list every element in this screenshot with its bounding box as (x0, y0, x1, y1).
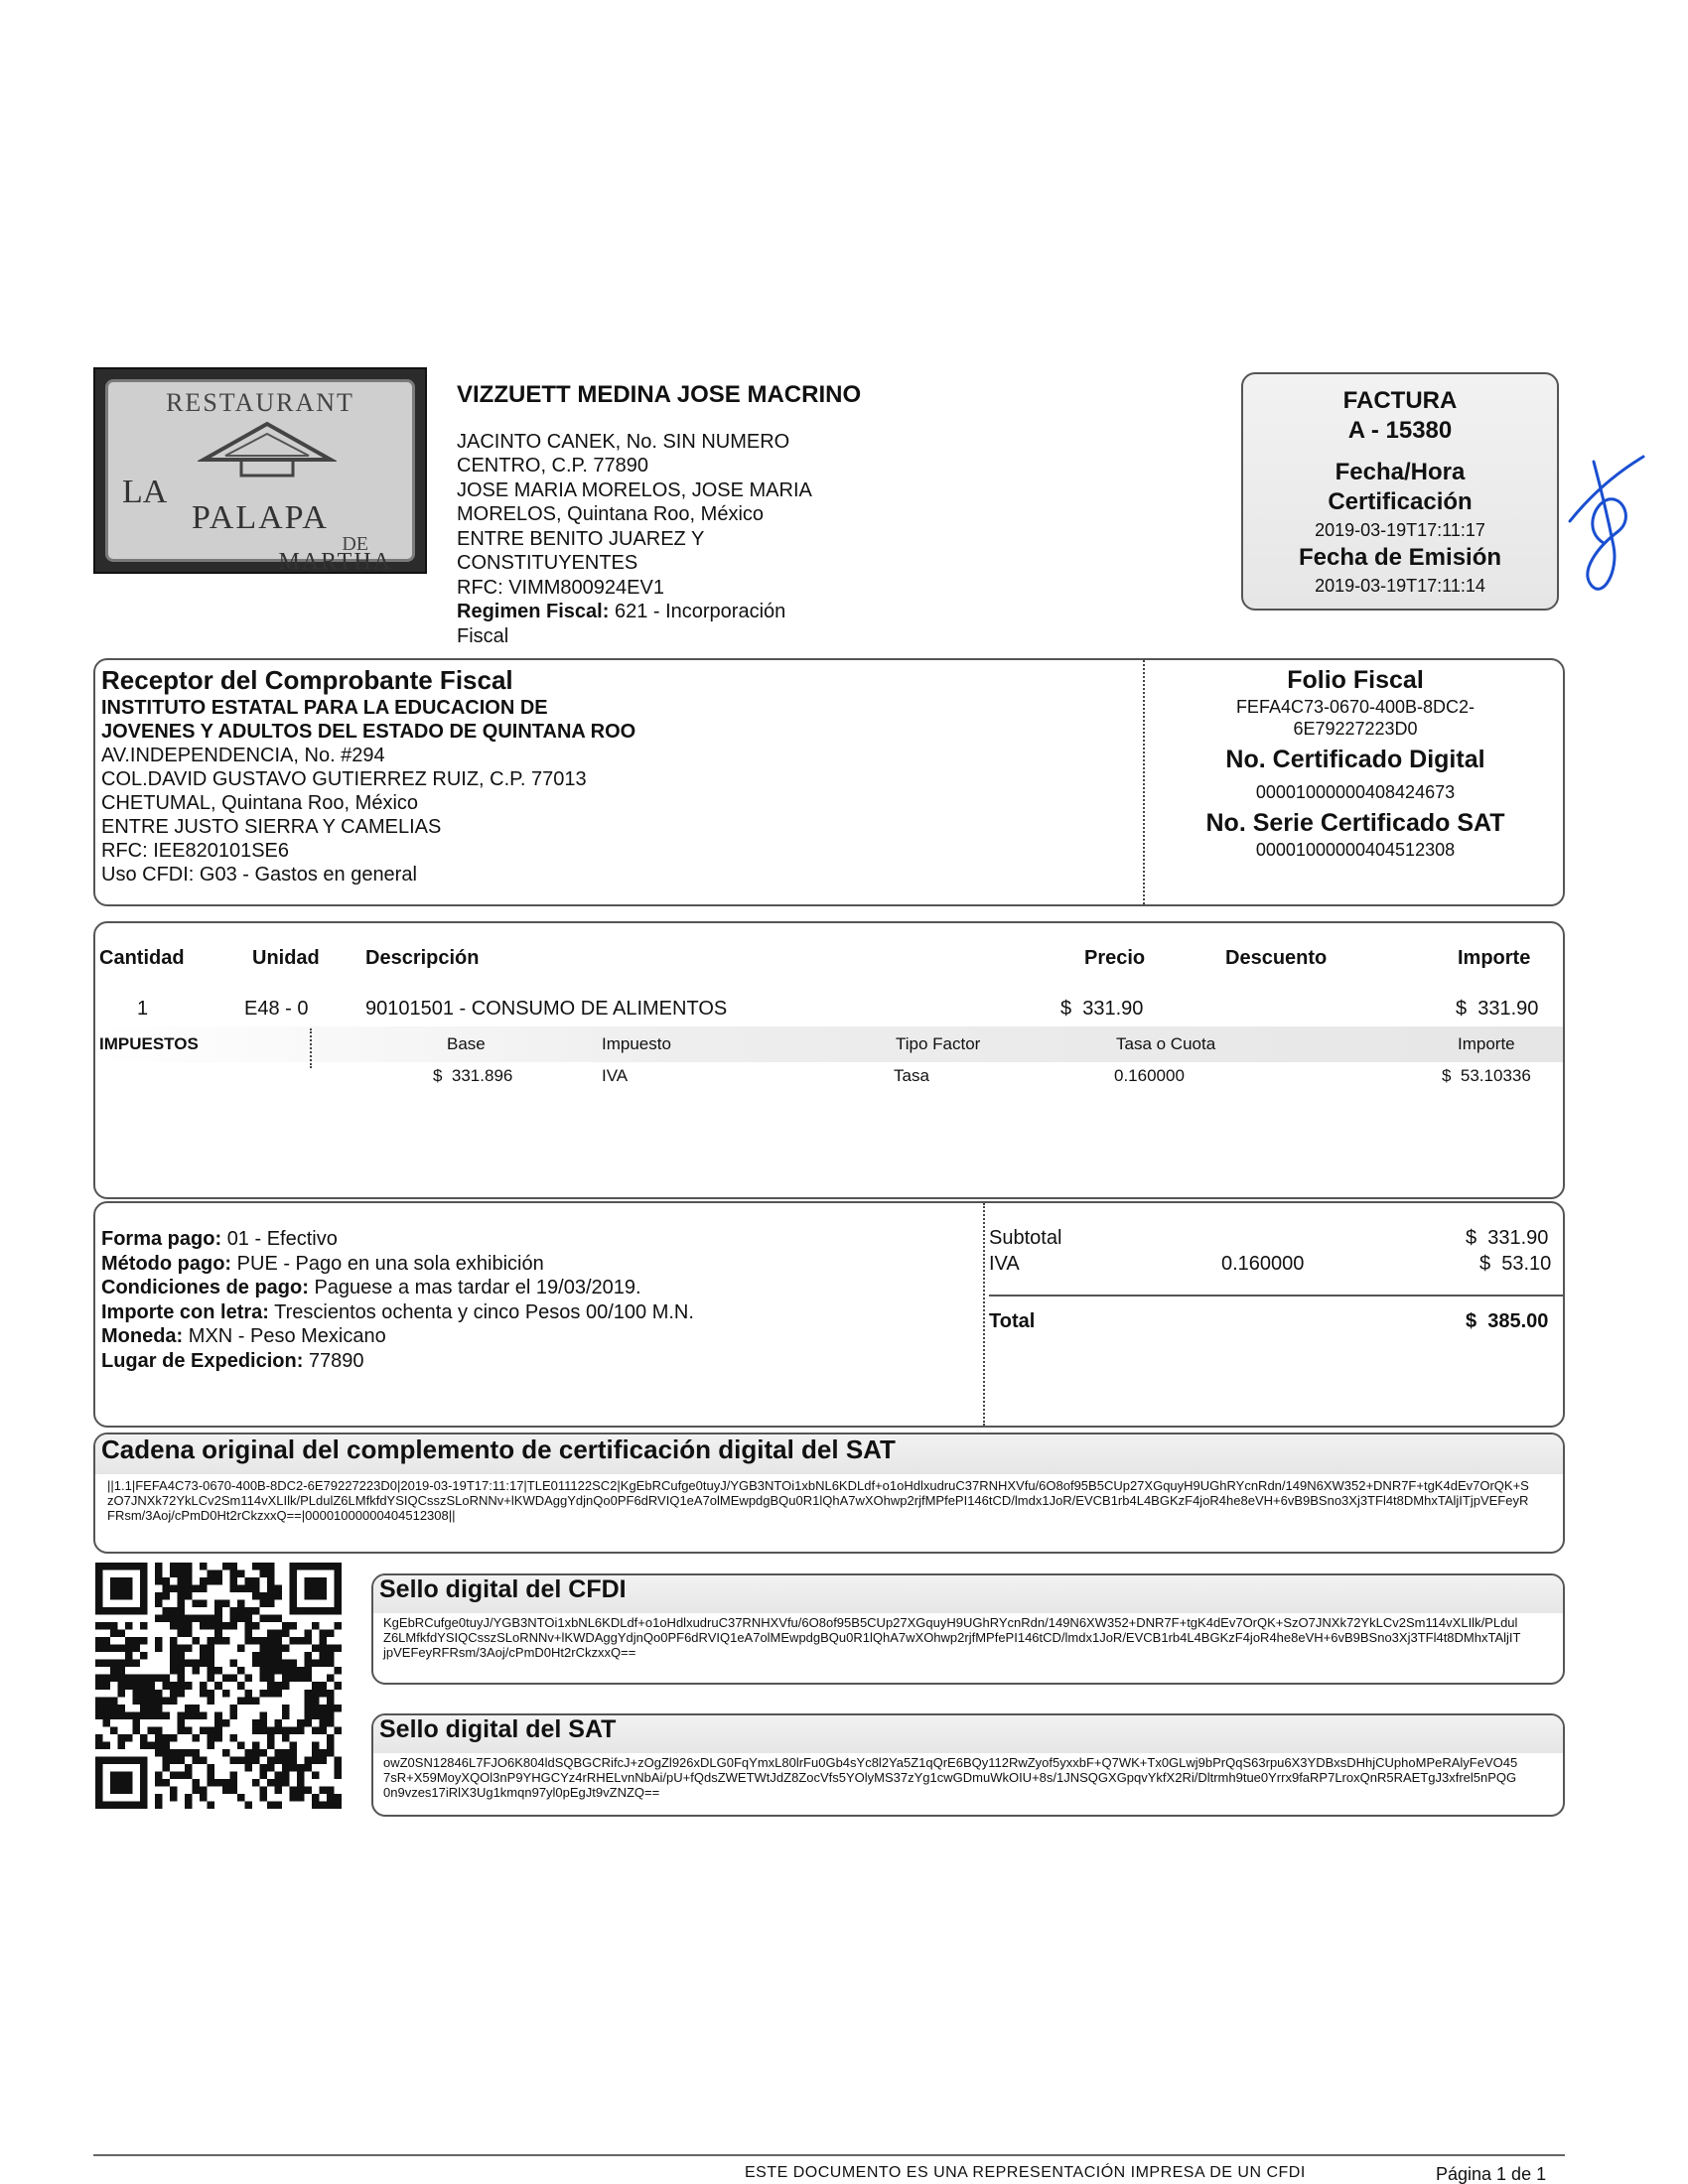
receptor-rfc: RFC: IEE820101SE6 (101, 840, 289, 862)
imp-col-tasa: Tasa o Cuota (1116, 1034, 1216, 1053)
logo-text-palapa: PALAPA (191, 499, 329, 536)
emision-label: Fecha de Emisión (1298, 544, 1502, 571)
imp-tasa-value: 0.160000 (1114, 1066, 1185, 1085)
cadena-original-box (93, 1433, 1565, 1554)
col-descuento: Descuento (1225, 947, 1328, 969)
moneda: Moneda: MXN - Peso Mexicano (101, 1325, 386, 1347)
iva-label: IVA (989, 1253, 1020, 1275)
footer-divider (93, 2154, 1565, 2156)
imp-col-importe: Importe (1458, 1034, 1515, 1053)
receptor-title: Receptor del Comprobante Fiscal (101, 665, 513, 695)
lugar-expedicion: Lugar de Expedicion: 77890 (101, 1349, 364, 1372)
factura-box (1241, 372, 1559, 611)
cadena-text: ||1.1|FEFA4C73-0670-400B-8DC2-6E79227223D0|2019-03-19T17:11:17|TLE011122SC2|KgEbRCufge0tuyJ/YGB3NTOi1xbNL6KDLdf+o1oHdlxudruC37RNHXVfu/6O8of95B5CUp27XGquyH9UGhRYcnRdn/149N6XW352+DNR7F+tgK4dEv7OrQK+SzO7JNXk72YkLCv2Sm114vXLIlk/PLdulZ6LMfkfdYSIQCsszSLoRNNv+lKWDAggYdjnQo0PF6dRVIQ1eA7olMEwpdgBQu0R1lQhA7wXOhwp2rjfMPfePI146tCD/lmdx1JoR/EVCB1rb4L4BGKzF4joR4he8eVH+6vB9BSno3Xj3TFl4t8DMhxTAljITjpVEFeyRFRsm/3Aoj/cPmD0Ht2rCkzxxQ==|00001000000404512308|| (107, 1478, 1529, 1523)
row-importe: $ 331.90 (1456, 998, 1539, 1020)
row-precio: $ 331.90 (1060, 998, 1144, 1020)
folio-fiscal-label: Folio Fiscal (1287, 666, 1424, 694)
cert-digital-value: 00001000000408424673 (1255, 782, 1456, 802)
subtotal-label: Subtotal (989, 1227, 1062, 1249)
condiciones-pago: Condiciones de pago: Paguese a mas tardar el 19/03/2019. (101, 1277, 641, 1298)
emitter-regimen (457, 600, 894, 624)
emitter-address-line: JOSE MARIA MORELOS, JOSE MARIA (457, 478, 812, 501)
sello-cfdi-title: Sello digital del CFDI (379, 1575, 627, 1603)
imp-col-tipo: Tipo Factor (896, 1034, 981, 1053)
col-importe: Importe (1458, 947, 1531, 969)
cert-label-2: Certificación (1328, 488, 1473, 515)
imp-base-value: $ 331.896 (433, 1066, 513, 1085)
regimen-label: Regimen Fiscal: (457, 601, 610, 622)
sello-sat-box (371, 1713, 1565, 1817)
company-logo (93, 367, 427, 574)
folio-fiscal-value-continued: 6E79227223D0 (1293, 719, 1418, 739)
items-table (93, 921, 1565, 1199)
row-unidad: E48 - 0 (244, 998, 309, 1020)
receptor-line: CHETUMAL, Quintana Roo, México (101, 792, 419, 814)
receptor-box (93, 658, 1565, 906)
handwritten-signature (1564, 452, 1653, 601)
factura-number: A - 15380 (1347, 417, 1453, 444)
col-precio: Precio (1084, 947, 1146, 969)
logo-text-martha: MARTHA (278, 549, 392, 575)
receptor-uso-cfdi: Uso CFDI: G03 - Gastos en general (101, 864, 417, 886)
page-number: Página 1 de 1 (1436, 2164, 1547, 2184)
folio-fiscal-value: FEFA4C73-0670-400B-8DC2- (1235, 697, 1476, 717)
total-value: $ 385.00 (1466, 1310, 1549, 1332)
sello-sat-title: Sello digital del SAT (379, 1715, 617, 1743)
subtotal-value: $ 331.90 (1466, 1227, 1549, 1249)
logo-text-la: LA (122, 474, 168, 510)
emitter-name: VIZZUETT MEDINA JOSE MACRINO (457, 381, 862, 408)
cadena-title: Cadena original del complemento de certificación digital del SAT (101, 1434, 896, 1464)
cert-digital-label: No. Certificado Digital (1225, 746, 1485, 773)
regimen-value-continued: Fiscal (457, 624, 509, 647)
emitter-info (457, 383, 894, 648)
iva-rate: 0.160000 (1221, 1253, 1305, 1275)
logo-text-de: DE (342, 533, 368, 555)
qr-code (95, 1563, 342, 1809)
emitter-address-line: CENTRO, C.P. 77890 (457, 455, 649, 477)
col-descripcion: Descripción (365, 947, 480, 969)
col-cantidad: Cantidad (99, 947, 185, 969)
impuestos-label: IMPUESTOS (99, 1034, 199, 1053)
factura-title: FACTURA (1342, 387, 1458, 414)
col-unidad: Unidad (252, 947, 320, 969)
imp-col-base: Base (447, 1034, 486, 1053)
receptor-line: ENTRE JUSTO SIERRA Y CAMELIAS (101, 816, 442, 838)
cert-value: 2019-03-19T17:11:17 (1315, 520, 1485, 540)
importe-letra: Importe con letra: Trescientos ochenta y cinco Pesos 00/100 M.N. (101, 1300, 694, 1323)
emitter-address-line: MORELOS, Quintana Roo, México (457, 503, 765, 525)
imp-col-impuesto: Impuesto (602, 1034, 671, 1053)
row-descripcion: 90101501 - CONSUMO DE ALIMENTOS (365, 998, 728, 1020)
imp-tipo-value: Tasa (894, 1066, 929, 1085)
serie-sat-value: 00001000000404512308 (1255, 840, 1456, 860)
sello-cfdi-box (371, 1573, 1565, 1685)
receptor-name-continued: JOVENES Y ADULTOS DEL ESTADO DE QUINTANA ROO (101, 721, 636, 743)
payment-totals-box (93, 1201, 1565, 1428)
footer-text: ESTE DOCUMENTO ES UNA REPRESENTACIÓN IMPRESA DE UN CFDI (745, 2164, 1306, 2181)
logo-text-restaurant: RESTAURANT (166, 388, 354, 417)
regimen-value: 621 - Incorporación (614, 601, 786, 622)
receptor-line: AV.INDEPENDENCIA, No. #294 (101, 745, 385, 766)
emision-value: 2019-03-19T17:11:14 (1315, 576, 1485, 596)
sello-sat-text: owZ0SN12846L7FJO6K804ldSQBGCRifcJ+zOgZl926xDLG0FqYmxL80lrFu0Gb4sYc8l2Ya5Z1qQrE6BQy112RwZyof5yxxbF+Q7WK+Tx0GLwj9bPrQqS63rpu6X3YDBxsDHhjCUphoMPeRAlyFeVO457sR+X59MoyXQOl3nP9YHGCYz4rRHELvnNbAi/pU+fQdsZWETWtJdZ8ZocVfs5YOlyMS37zYg1cwGDmuWkOIU+8s/1JNSQGXGpqvYkfX2Ri/Dltrmh9tue0Yrrx9faRP7LroxQnR5RAETgJ3xfrel5nPQG0n9vzes17iRlX3Ug1kmqn97yl0pEgJt9vZNZQ== (383, 1755, 1518, 1800)
row-cantidad: 1 (137, 998, 149, 1020)
emitter-address-line: ENTRE BENITO JUAREZ Y (457, 527, 705, 550)
receptor-name: INSTITUTO ESTATAL PARA LA EDUCACION DE (101, 697, 548, 719)
receptor-line: COL.DAVID GUSTAVO GUTIERREZ RUIZ, C.P. 77013 (101, 768, 587, 790)
palapa-roof-icon (198, 420, 337, 479)
imp-impuesto-value: IVA (602, 1066, 629, 1085)
iva-value: $ 53.10 (1479, 1253, 1552, 1275)
emitter-address-line: JACINTO CANEK, No. SIN NUMERO (457, 430, 790, 453)
forma-pago: Forma pago: 01 - Efectivo (101, 1228, 338, 1250)
cert-label-1: Fecha/Hora (1335, 459, 1466, 485)
metodo-pago: Método pago: PUE - Pago en una sola exhibición (101, 1252, 544, 1275)
emitter-rfc: RFC: VIMM800924EV1 (457, 576, 664, 599)
emitter-address-line: CONSTITUYENTES (457, 552, 638, 574)
sello-cfdi-text: KgEbRCufge0tuyJ/YGB3NTOi1xbNL6KDLdf+o1oHdlxudruC37RNHXVfu/6O8of95B5CUp27XGquyH9UGhRYcnRdn/149N6XW352+DNR7F+tgK4dEv7OrQK+SzO7JNXk72YkLCv2Sm114vXLIlk/PLdulZ6LMfkfdYSIQCsszSLoRNNv+lKWDAggYdjnQo0PF6dRVIQ1eA7olMEwpdgBQu0R1lQhA7wXOhwp2rjfMPfePI146tCD/lmdx1JoR/EVCB1rb4L4BGKzF4joR4he8eVH+6vB9BSno3Xj3TFl4t8DMhxTAljITjpVEFeyRFRsm/3Aoj/cPmD0Ht2rCkzxxQ== (383, 1615, 1521, 1660)
total-label: Total (989, 1310, 1036, 1332)
imp-importe-value: $ 53.10336 (1442, 1066, 1531, 1085)
serie-sat-label: No. Serie Certificado SAT (1205, 809, 1505, 837)
